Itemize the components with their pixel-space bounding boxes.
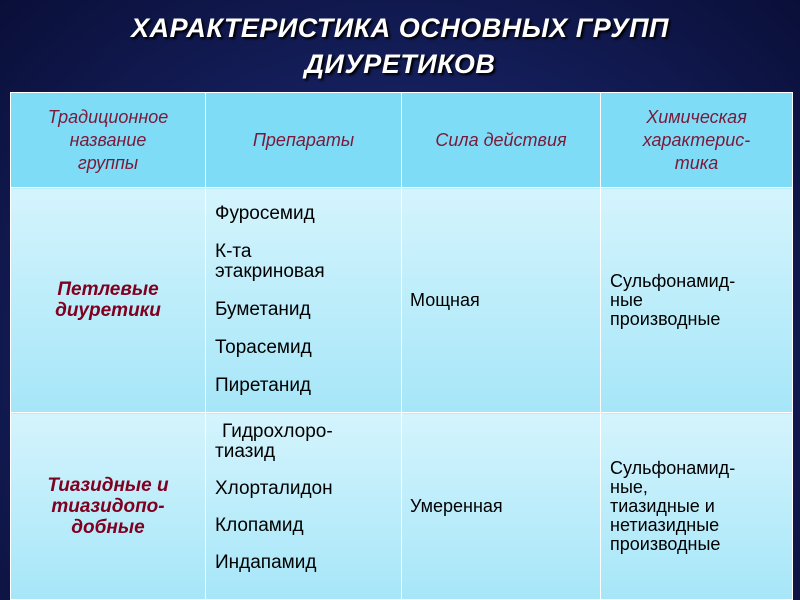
header-chemistry bbox=[601, 93, 793, 188]
chemistry-value bbox=[601, 459, 792, 554]
drug-line: К-та bbox=[215, 241, 252, 262]
table-row bbox=[11, 413, 793, 600]
diuretics-table bbox=[10, 92, 793, 600]
chemistry-line: тиазидные и bbox=[610, 495, 715, 516]
drug-list bbox=[206, 422, 401, 573]
header-line: Препараты bbox=[252, 129, 355, 150]
header-group-name bbox=[11, 93, 206, 188]
chemistry-line: производные bbox=[610, 308, 721, 329]
chemistry-line: ные bbox=[610, 289, 643, 310]
strength-cell bbox=[402, 188, 601, 413]
chemistry-value bbox=[601, 272, 792, 329]
group-cell bbox=[11, 188, 206, 413]
drug-item bbox=[215, 376, 401, 396]
drug-item bbox=[215, 479, 401, 499]
header-line: Химическая bbox=[646, 106, 747, 127]
strength-value: Умеренная bbox=[410, 495, 503, 516]
group-name bbox=[11, 475, 205, 538]
strength-value: Мощная bbox=[410, 289, 480, 310]
chemistry-cell bbox=[601, 188, 793, 413]
header-line: тика bbox=[674, 152, 719, 173]
group-name bbox=[11, 279, 205, 321]
drug-item bbox=[215, 204, 401, 224]
drug-item bbox=[215, 422, 401, 462]
drugs-cell bbox=[206, 188, 402, 413]
group-name-line: добные bbox=[71, 516, 145, 538]
header-line: характерис- bbox=[642, 129, 751, 150]
chemistry-line: нетиазидные bbox=[610, 514, 720, 535]
drug-list bbox=[206, 204, 401, 396]
table-header-row bbox=[11, 93, 793, 188]
header-line: группы bbox=[77, 152, 139, 173]
drug-line: Клопамид bbox=[215, 515, 304, 536]
table-row bbox=[11, 188, 793, 413]
header-line: Сила действия bbox=[435, 129, 567, 150]
drug-line: Хлорталидон bbox=[215, 478, 333, 499]
group-name-line: Тиазидные и bbox=[47, 474, 169, 496]
slide-title bbox=[0, 10, 800, 82]
drug-line: тиазид bbox=[215, 441, 276, 462]
drug-item bbox=[215, 553, 401, 573]
chemistry-line: производные bbox=[610, 533, 721, 554]
drug-line: Пиретанид bbox=[215, 375, 312, 396]
header-line: Традиционное bbox=[47, 106, 169, 127]
header-line: название bbox=[69, 129, 147, 150]
drug-item bbox=[215, 300, 401, 320]
drug-line: этакриновая bbox=[215, 261, 325, 282]
header-strength bbox=[402, 93, 601, 188]
strength-cell bbox=[402, 413, 601, 600]
slide-title-line-1: ХАРАКТЕРИСТИКА ОСНОВНЫХ ГРУПП bbox=[131, 13, 669, 43]
group-name-line: Петлевые bbox=[57, 279, 159, 300]
drug-line: Буметанид bbox=[215, 299, 311, 320]
drug-item bbox=[215, 516, 401, 536]
drug-item bbox=[215, 242, 401, 282]
drug-line: Фуросемид bbox=[215, 203, 315, 224]
group-name-line: тиазидопо- bbox=[51, 495, 165, 517]
drug-line: Индапамид bbox=[215, 552, 317, 573]
drug-item bbox=[215, 338, 401, 358]
header-drugs bbox=[206, 93, 402, 188]
slide-title-line-2: ДИУРЕТИКОВ bbox=[304, 49, 496, 79]
drugs-cell bbox=[206, 413, 402, 600]
group-cell bbox=[11, 413, 206, 600]
chemistry-line: Сульфонамид- bbox=[610, 457, 736, 478]
drug-line: Торасемид bbox=[215, 337, 312, 358]
drug-line: Гидрохлоро- bbox=[222, 421, 333, 442]
chemistry-cell bbox=[601, 413, 793, 600]
chemistry-line: ные, bbox=[610, 476, 648, 497]
chemistry-line: Сульфонамид- bbox=[610, 270, 736, 291]
group-name-line: диуретики bbox=[55, 300, 161, 321]
